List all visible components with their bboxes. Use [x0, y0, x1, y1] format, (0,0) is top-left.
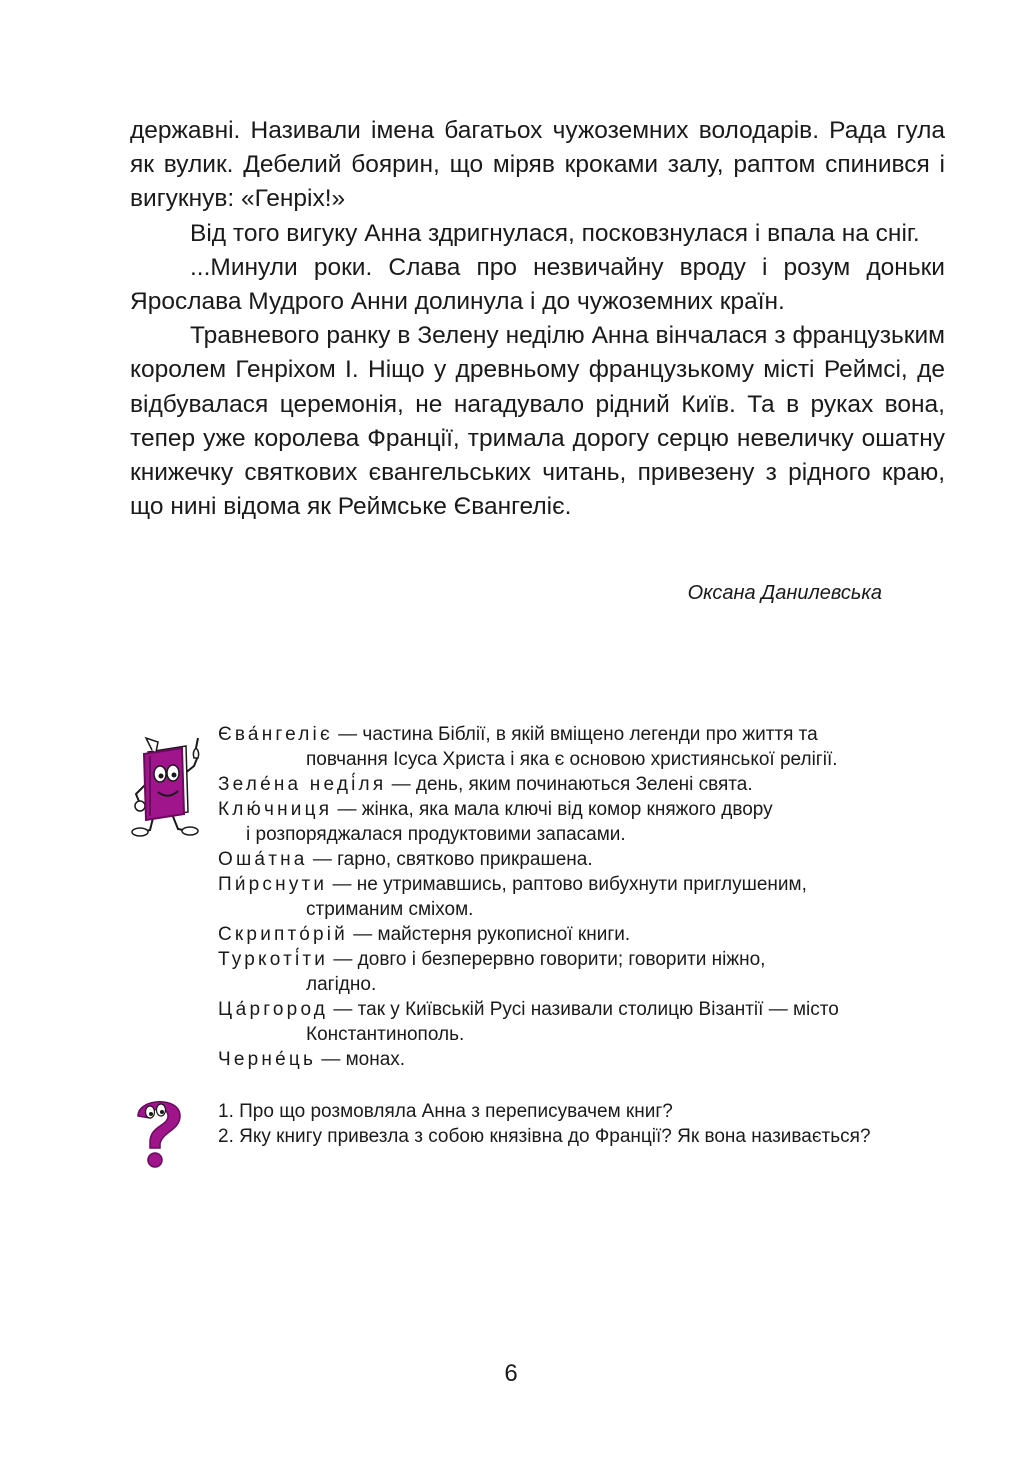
glossary-term: Оша́тна [218, 849, 308, 870]
glossary-definition: — майстерня рукописної книги. [347, 924, 631, 945]
story-paragraph-3: ...Минули роки. Слава про незвичайну вроду і розум доньки Ярослава Мудрого Анни долинула і до чужоземних країн. [130, 253, 945, 316]
story-text [130, 114, 945, 524]
glossary-definition: — монах. [316, 1049, 406, 1070]
glossary-term: Черне́ць [218, 1049, 317, 1070]
glossary-term: Клю́чниця [218, 799, 333, 820]
glossary-definition: — жінка, яка мала ключі від комор княжого двору [332, 799, 773, 820]
glossary-entry [218, 1047, 948, 1072]
story-paragraph-4: Травневого ранку в Зелену неділю Анна вінчалася з французьким королем Генріхом І. Ніщо у древньому французькому місті Реймсі, де відбувалася церемонія, не нагадувало рідний Київ. Та в руках вона, тепер уже королева Франції, тримала дорогу серцю невеличку ошатну книжечку святкових євангельських читань, привезену з рідного краю, що нині відома як Реймське Євангеліє. [130, 322, 945, 521]
author-signature: Оксана Данилевська [687, 582, 882, 604]
glossary-entry [218, 772, 948, 797]
book-mascot-icon [128, 734, 212, 838]
glossary-entry [218, 847, 948, 872]
questions [218, 1099, 948, 1149]
glossary-entry [218, 922, 948, 947]
glossary-definition-continued: стриманим сміхом. [306, 899, 474, 920]
glossary-term: Скрипто́рій [218, 924, 348, 945]
story-paragraph-1: державні. Називали імена багатьох чужоземних володарів. Рада гула як вулик. Дебелий боярин, що міряв кроками залу, раптом спинився і вигукнув: «Генріх!» [130, 117, 945, 213]
glossary-definition-continued: лагідно. [306, 974, 377, 995]
glossary-definition: — гарно, святково прикрашена. [307, 849, 593, 870]
glossary-definition: — частина Біблії, в якій вміщено легенди про життя та [332, 724, 818, 745]
glossary-definition: — не утримавшись, раптово вибухнути приглушеним, [327, 874, 807, 895]
question-item: 1. Про що розмовляла Анна з переписувачем книг? [218, 1101, 673, 1122]
glossary-definition-continued: і розпоряджалася продуктовими запасами. [246, 824, 626, 845]
glossary-entry [218, 947, 948, 997]
glossary [218, 722, 948, 1072]
glossary-term: Ца́ргород [218, 999, 329, 1020]
glossary-definition: — день, яким починаються Зелені свята. [386, 774, 753, 795]
glossary-entry [218, 997, 948, 1047]
story-paragraph-2: Від того вигуку Анна здригнулася, посковзнулася і впала на сніг. [190, 219, 920, 247]
glossary-entry [218, 872, 948, 922]
glossary-definition: — довго і безперервно говорити; говорити ніжно, [328, 949, 766, 970]
glossary-definition-continued: Константинополь. [306, 1024, 465, 1045]
glossary-term: Туркоті́ти [218, 949, 329, 970]
glossary-term: Єва́нгеліє [218, 724, 333, 745]
glossary-entry [218, 797, 948, 847]
question-item: 2. Яку книгу привезла з собою князівна до Франції? Як вона називається? [218, 1126, 871, 1147]
glossary-definition-continued: повчання Ісуса Христа і яка є основою християнської релігії. [306, 749, 838, 770]
page-number: 6 [504, 1360, 518, 1387]
glossary-entry [218, 722, 948, 772]
glossary-definition: — так у Київській Русі називали столицю Візантії — місто [328, 999, 839, 1020]
glossary-term: Пи́рснути [218, 874, 328, 895]
glossary-term: Зеле́на неді́ля [218, 774, 387, 795]
question-mark-icon [128, 1094, 190, 1170]
